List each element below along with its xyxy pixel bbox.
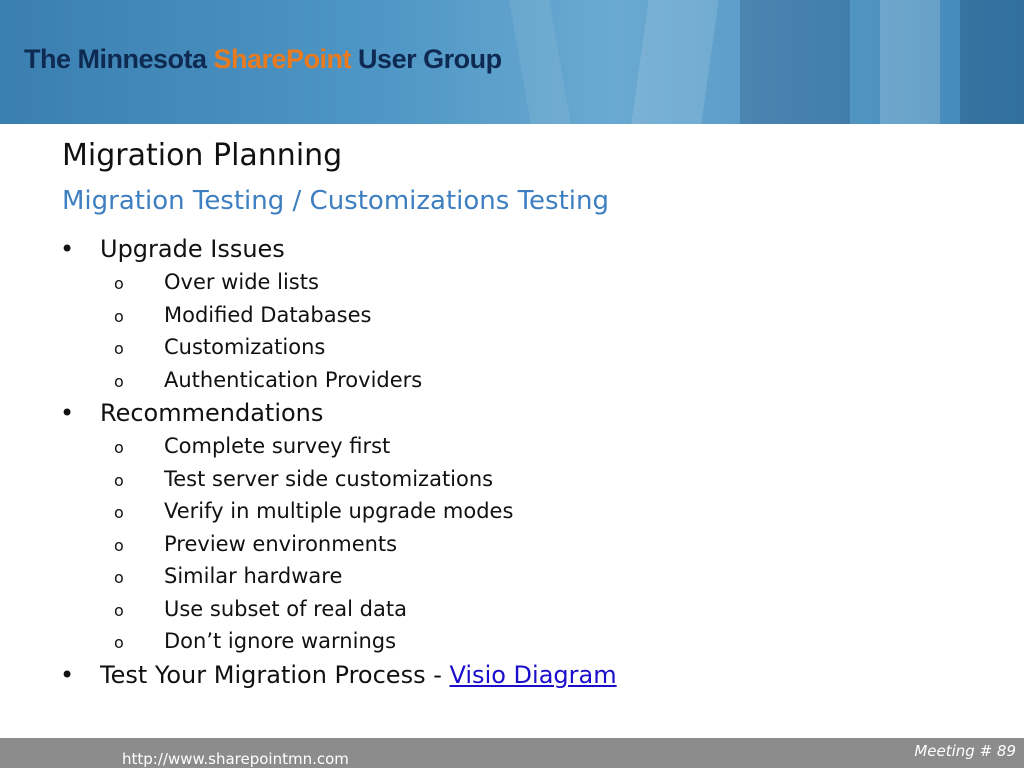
banner-decoration <box>880 0 940 124</box>
circle-bullet-icon: o <box>114 306 124 326</box>
visio-diagram-link[interactable]: Visio Diagram <box>449 660 617 689</box>
bullet-recommendations <box>60 396 960 430</box>
bullet-dot-icon: • <box>60 235 75 263</box>
sub-bullet <box>60 463 960 496</box>
slide-subtitle: Migration Testing / Customizations Testing <box>62 186 609 216</box>
bullet-label <box>100 658 617 692</box>
title-part1: The Minnesota <box>24 44 214 74</box>
sub-bullet <box>60 560 960 593</box>
title-part2: User Group <box>351 44 502 74</box>
sub-bullet <box>60 364 960 397</box>
bullet-test-migration-process <box>60 658 960 692</box>
circle-bullet-icon: o <box>114 633 124 652</box>
sub-bullet-label: Don’t ignore warnings <box>164 629 397 653</box>
bullet-dot-icon: • <box>60 660 75 689</box>
banner-decoration <box>960 0 1024 124</box>
slide-title: Migration Planning <box>62 138 343 173</box>
banner-decoration <box>631 0 718 124</box>
sub-bullet <box>60 299 960 332</box>
bullet-label: Recommendations <box>100 399 324 427</box>
meeting-number: Meeting # 89 <box>914 742 1016 760</box>
sub-bullet-label: Preview environments <box>164 531 398 556</box>
sub-bullet-label: Verify in multiple upgrade modes <box>164 499 514 523</box>
bullet-label-text: Test Your Migration Process - <box>100 660 450 689</box>
bullet-label: Upgrade Issues <box>100 235 285 263</box>
sub-bullet <box>60 495 960 528</box>
bullet-dot-icon: • <box>60 399 75 427</box>
sub-bullet-label: Over wide lists <box>164 270 319 294</box>
sub-bullet <box>60 266 960 299</box>
sub-bullet-label: Use subset of real data <box>164 596 407 621</box>
circle-bullet-icon: o <box>114 535 124 555</box>
sub-bullet-label: Similar hardware <box>164 564 343 588</box>
circle-bullet-icon: o <box>114 339 124 358</box>
circle-bullet-icon: o <box>114 568 124 587</box>
circle-bullet-icon: o <box>114 503 124 522</box>
sub-bullet <box>60 625 960 658</box>
header-banner <box>0 0 1024 124</box>
bullet-upgrade-issues <box>60 232 960 266</box>
footer-url: http://www.sharepointmn.com <box>122 750 349 768</box>
circle-bullet-icon: o <box>114 438 124 457</box>
circle-bullet-icon: o <box>114 274 124 293</box>
sub-bullet <box>60 331 960 364</box>
user-group-title <box>24 44 502 75</box>
sub-bullet-label: Customizations <box>164 335 326 359</box>
circle-bullet-icon: o <box>114 600 124 620</box>
sub-bullet-label: Test server side customizations <box>164 466 494 491</box>
banner-decoration <box>740 0 850 124</box>
circle-bullet-icon: o <box>114 470 124 490</box>
sub-bullet <box>60 593 960 626</box>
sub-bullet-label: Modified Databases <box>164 302 372 327</box>
sub-bullet-label: Authentication Providers <box>164 367 423 392</box>
sub-bullet-label: Complete survey first <box>164 434 391 458</box>
footer-bar <box>0 738 1024 768</box>
title-accent: SharePoint <box>213 44 352 74</box>
circle-bullet-icon: o <box>114 371 124 391</box>
sub-bullet <box>60 528 960 561</box>
sub-bullet <box>60 430 960 463</box>
banner-decoration <box>509 0 571 124</box>
bullet-list <box>60 232 960 692</box>
